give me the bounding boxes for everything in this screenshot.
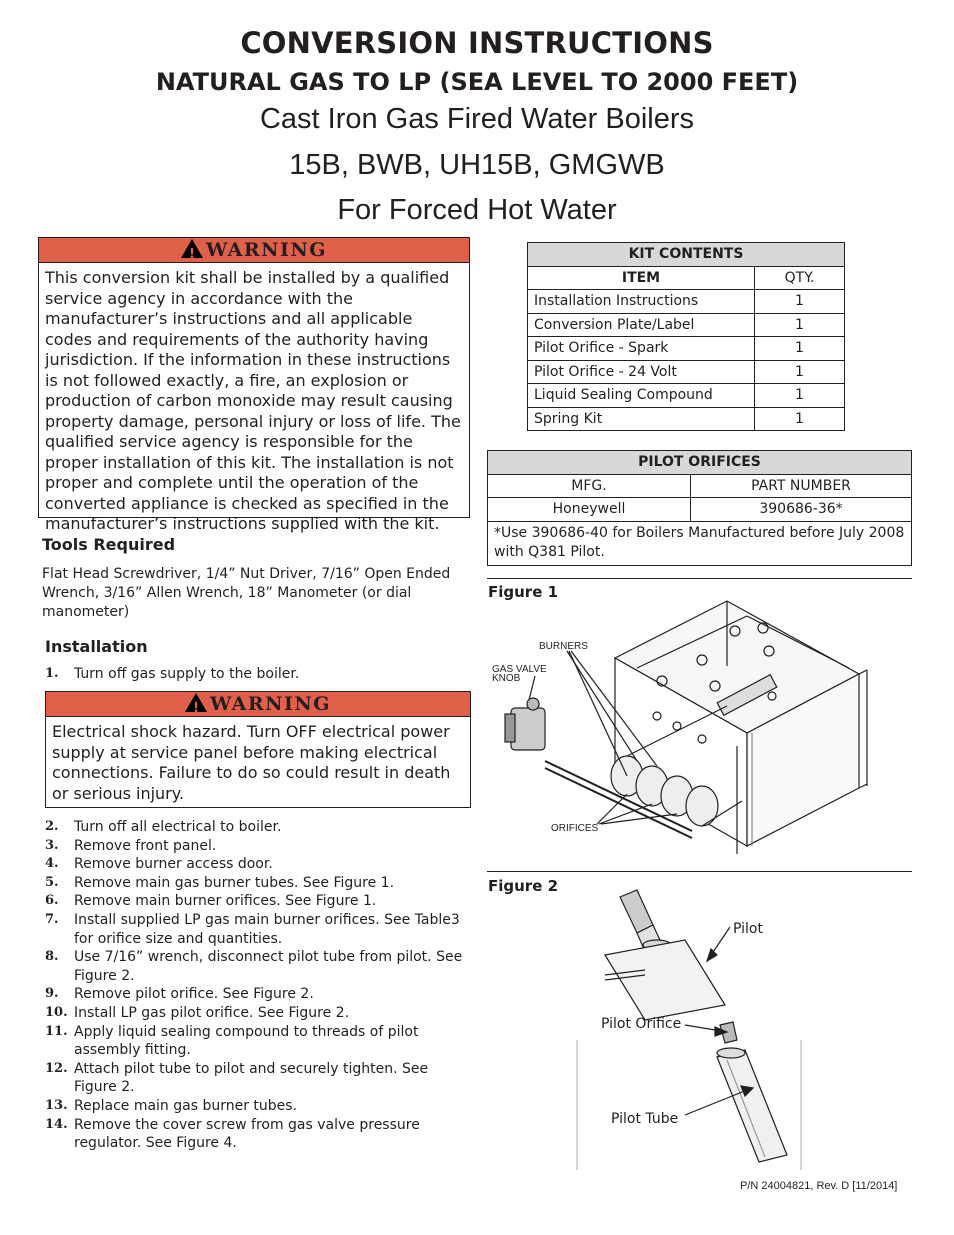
installation-heading: Installation: [45, 637, 148, 656]
warning-triangle-icon: [181, 239, 203, 258]
kit-contents-title: KIT CONTENTS: [528, 243, 845, 267]
list-item: 2. Turn off all electrical to boiler.: [45, 819, 282, 835]
pilot-callout: Pilot: [733, 921, 763, 937]
col-qty: QTY.: [755, 266, 845, 290]
table-row: Pilot Orifice - Spark 1: [528, 337, 845, 361]
step-1: 1. Turn off gas supply to the boiler.: [45, 666, 300, 682]
warning-text: This conversion kit shall be installed by a qualified service agency in accordance with the manufacturer’s instructions and all applicable codes and requirements of the authority having jurisdiction. If the information in these instructions is not followed exactly, a fire, an explosion or production of carbon monoxide may result causing property damage, personal injury or loss of life. The qualified service agency is responsible for the proper installation of this kit. The installation is not proper and complete until the operation of the converted appliance is checked as specified in the manufacturer’s instructions supplied with the kit.: [45, 268, 461, 533]
application: For Forced Hot Water: [337, 194, 617, 226]
list-item: 14. Remove the cover screw from gas valve pressure regulator. See Figure 4.: [45, 1116, 420, 1152]
gas-valve-callout: GAS VALVE: [492, 664, 547, 675]
kit-contents-table: [527, 242, 845, 431]
figure-1-label: Figure 1: [488, 583, 559, 601]
divider: [487, 871, 912, 872]
list-item: 13. Replace main gas burner tubes.: [45, 1097, 298, 1114]
pilot-orifices-title: PILOT ORIFICES: [488, 451, 912, 475]
list-item: 11. Apply liquid sealing compound to threads of pilot assembly fitting.: [45, 1023, 419, 1059]
list-item: 10. Install LP gas pilot orifice. See Figure 2.: [45, 1004, 350, 1021]
list-item: 7. Install supplied LP gas main burner orifices. See Table3 for orifice size and quantities.: [45, 911, 460, 947]
col-item: ITEM: [528, 266, 755, 290]
list-item: 12. Attach pilot tube to pilot and securely tighten. See Figure 2.: [45, 1060, 429, 1096]
installation-steps: [45, 818, 470, 1153]
table-row: Conversion Plate/Label 1: [528, 313, 845, 337]
page-title: CONVERSION INSTRUCTIONS: [240, 26, 714, 60]
warning-box-electrical: [45, 691, 471, 808]
figure-1-burner-diagram: [487, 596, 912, 861]
pilot-orifice-callout: Pilot Orifice: [601, 1016, 682, 1032]
tools-heading: Tools Required: [42, 535, 176, 554]
table-row: Liquid Sealing Compound 1: [528, 384, 845, 408]
list-item: 6. Remove main burner orifices. See Figure 1.: [45, 893, 377, 910]
tools-text: Flat Head Screwdriver, 1/4” Nut Driver, 7/16” Open Ended Wrench, 3/16” Allen Wrench, 18” Manometer (or dial manometer): [42, 566, 451, 620]
col-mfg: MFG.: [488, 474, 691, 498]
warning-header: !WARNING: [46, 692, 470, 717]
table-row: Honeywell 390686-36*: [488, 498, 912, 522]
list-item: 9. Remove pilot orifice. See Figure 2.: [45, 986, 314, 1003]
gas-valve-knob-callout: KNOB: [492, 673, 521, 684]
warning-header: !WARNING: [39, 238, 469, 263]
table-row: Spring Kit 1: [528, 407, 845, 431]
warning-triangle-icon: [185, 693, 207, 712]
list-item: 8. Use 7/16” wrench, disconnect pilot tube from pilot. See Figure 2.: [45, 949, 463, 984]
divider: [487, 578, 912, 579]
orifices-callout: ORIFICES: [551, 823, 599, 834]
page-subtitle: NATURAL GAS TO LP (SEA LEVEL TO 2000 FEET): [155, 68, 799, 96]
list-item: 3. Remove front panel.: [45, 837, 217, 854]
pilot-orifice-note: *Use 390686-40 for Boilers Manufactured before July 2008 with Q381 Pilot.: [488, 521, 912, 565]
model-numbers: 15B, BWB, UH15B, GMGWB: [289, 149, 665, 181]
product-line: Cast Iron Gas Fired Water Boilers: [259, 103, 695, 135]
table-row: Pilot Orifice - 24 Volt 1: [528, 360, 845, 384]
burners-callout: BURNERS: [539, 641, 588, 652]
list-item: 5. Remove main gas burner tubes. See Figure 1.: [45, 874, 395, 891]
warning-box-main: [38, 237, 470, 533]
warning-text: Electrical shock hazard. Turn OFF electrical power supply at service panel before making electrical connections. Failure to do so could result in death or serious injury.: [52, 722, 451, 803]
part-number: P/N 24004821, Rev. D [11/2014]: [740, 1180, 898, 1192]
pilot-tube-callout: Pilot Tube: [611, 1111, 679, 1127]
table-row: Installation Instructions 1: [528, 290, 845, 314]
list-item: 4. Remove burner access door.: [45, 856, 273, 873]
figure-2-label: Figure 2: [488, 877, 559, 895]
pilot-orifices-table: [487, 450, 912, 566]
col-part-number: PART NUMBER: [691, 474, 912, 498]
